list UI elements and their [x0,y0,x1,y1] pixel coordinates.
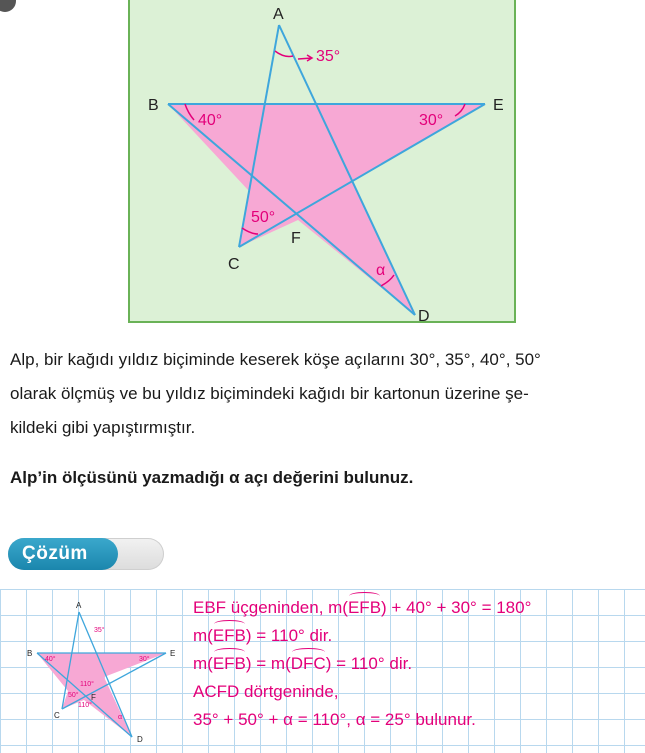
solution-step-1: EBF üçgeninden, m(EFB) + 40° + 30° = 180° [193,594,531,622]
solution-step-5: 35° + 50° + α = 110°, α = 25° bulunur. [193,710,476,729]
small-vertex-E: E [170,649,176,658]
angle-label-A: 35° [316,48,341,65]
small-vertex-D: D [137,735,143,744]
solution-label: Çözüm [22,543,88,564]
solution-tab [8,538,118,570]
question-text: Alp’in ölçüsünü yazmadığı α açı değerini bulunuz. [10,468,414,487]
problem-line-2: olarak ölçmüş ve bu yıldız biçimindeki kağıdı bir kartonun üzerine şe- [10,384,529,403]
vertex-label-F: F [291,230,301,247]
small-angle-D: α [118,714,123,721]
solution-star-figure [0,589,190,753]
angle-arc-notation: EFB [213,622,246,650]
problem-line-1: Alp, bir kağıdı yıldız biçiminde keserek köşe açılarını 30°, 35°, 40°, 50° [10,350,541,369]
vertex-label-E: E [493,97,504,114]
solution-step-2: m(EFB) = 110° dir. [193,622,531,650]
small-vertex-F: F [91,693,96,702]
angle-arc-notation: EFB [213,650,246,678]
angle-arc-notation: DFC [291,650,326,678]
angle-arc-notation: EFB [348,594,381,622]
angle-label-F: 50° [251,209,276,226]
vertex-label-C: C [228,256,240,273]
small-angle-F3: 110° [78,702,92,709]
angle-label-D: α [376,262,386,279]
small-angle-E: 30° [139,656,150,663]
angle-label-E: 30° [419,112,444,129]
vertex-label-B: B [148,97,159,114]
vertex-label-A: A [273,6,284,23]
small-angle-A: 35° [94,627,105,634]
small-vertex-C: C [54,711,60,720]
solution-step-3: m(EFB) = m(DFC) = 110° dir. [193,650,531,678]
angle-label-B: 40° [198,112,223,129]
vertex-label-D: D [418,308,430,325]
small-vertex-A: A [76,601,82,610]
problem-line-3: kildeki gibi yapıştırmıştır. [10,418,196,437]
solution-step-4: ACFD dörtgeninde, [193,682,339,701]
small-angle-F2: 50° [68,692,79,699]
small-angle-F1: 110° [80,681,94,688]
solution-badge [8,538,164,570]
small-vertex-B: B [27,649,33,658]
small-angle-B: 40° [45,656,56,663]
problem-text [10,343,638,445]
star-figure [0,0,645,335]
solution-steps [193,594,531,734]
